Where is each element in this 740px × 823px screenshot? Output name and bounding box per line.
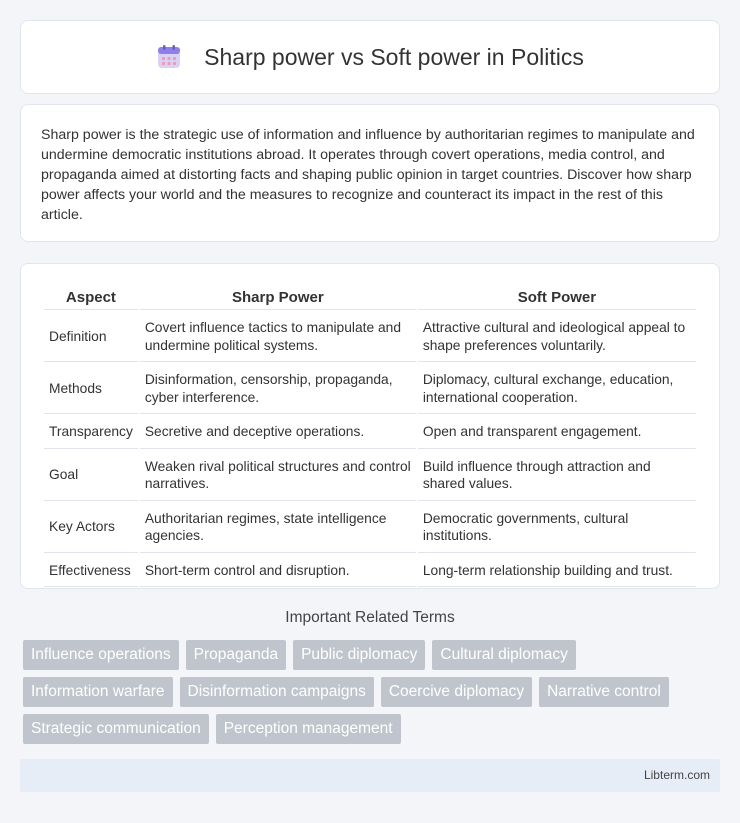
table-cell: Attractive cultural and ideological appeal to shape preferences voluntarily. bbox=[418, 312, 696, 362]
page-title: Sharp power vs Soft power in Politics bbox=[204, 43, 584, 70]
related-term-tag[interactable]: Public diplomacy bbox=[293, 640, 425, 670]
comparison-card bbox=[20, 263, 720, 589]
related-term-tag[interactable]: Strategic communication bbox=[23, 714, 209, 744]
table-row bbox=[44, 416, 696, 449]
footer bbox=[20, 759, 720, 792]
table-row bbox=[44, 364, 696, 414]
table-cell: Key Actors bbox=[44, 503, 138, 553]
table-cell: Effectiveness bbox=[44, 555, 138, 588]
column-header-sharp-power: Sharp Power bbox=[140, 286, 416, 310]
table-row bbox=[44, 451, 696, 501]
table-cell: Goal bbox=[44, 451, 138, 501]
comparison-table bbox=[42, 284, 698, 589]
header-card bbox=[20, 20, 720, 94]
table-cell: Open and transparent engagement. bbox=[418, 416, 696, 449]
table-cell: Democratic governments, cultural institutions. bbox=[418, 503, 696, 553]
table-cell: Weaken rival political structures and control narratives. bbox=[140, 451, 416, 501]
column-header-soft-power: Soft Power bbox=[418, 286, 696, 310]
footer-site-link[interactable]: Libterm.com bbox=[643, 768, 710, 782]
table-cell: Disinformation, censorship, propaganda, cyber interference. bbox=[140, 364, 416, 414]
table-cell: Covert influence tactics to manipulate and undermine political systems. bbox=[140, 312, 416, 362]
table-cell: Long-term relationship building and trust. bbox=[418, 555, 696, 588]
related-term-tag[interactable]: Propaganda bbox=[186, 640, 286, 670]
table-cell: Definition bbox=[44, 312, 138, 362]
table-row bbox=[44, 503, 696, 553]
related-term-tag[interactable]: Information warfare bbox=[23, 677, 173, 707]
table-cell: Authoritarian regimes, state intelligence agencies. bbox=[140, 503, 416, 553]
related-term-tag[interactable]: Perception management bbox=[216, 714, 401, 744]
intro-text: Sharp power is the strategic use of information and influence by authoritarian regimes to manipulate and undermine democratic institutions abroad. It operates through covert operations, media control, and propaganda aimed at distorting facts and shaping public opinion in target countries. Discover how sharp power affects your world and the measures to recognize and counteract its impact in the rest of this article. bbox=[41, 127, 695, 223]
related-term-tag[interactable]: Coercive diplomacy bbox=[381, 677, 532, 707]
table-cell: Methods bbox=[44, 364, 138, 414]
calendar-icon bbox=[156, 44, 182, 70]
table-cell: Secretive and deceptive operations. bbox=[140, 416, 416, 449]
table-header-row bbox=[44, 286, 696, 310]
table-row bbox=[44, 312, 696, 362]
intro-card bbox=[20, 104, 720, 242]
column-header-aspect: Aspect bbox=[44, 286, 138, 310]
related-term-tag[interactable]: Disinformation campaigns bbox=[180, 677, 374, 707]
table-cell: Transparency bbox=[44, 416, 138, 449]
related-term-tag[interactable]: Influence operations bbox=[23, 640, 179, 670]
table-cell: Short-term control and disruption. bbox=[140, 555, 416, 588]
related-terms-title: Important Related Terms bbox=[285, 609, 455, 626]
related-term-tag[interactable]: Narrative control bbox=[539, 677, 669, 707]
related-term-tag[interactable]: Cultural diplomacy bbox=[432, 640, 576, 670]
related-terms-list bbox=[23, 640, 723, 744]
table-cell: Build influence through attraction and shared values. bbox=[418, 451, 696, 501]
table-row bbox=[44, 555, 696, 588]
table-cell: Diplomacy, cultural exchange, education, international cooperation. bbox=[418, 364, 696, 414]
